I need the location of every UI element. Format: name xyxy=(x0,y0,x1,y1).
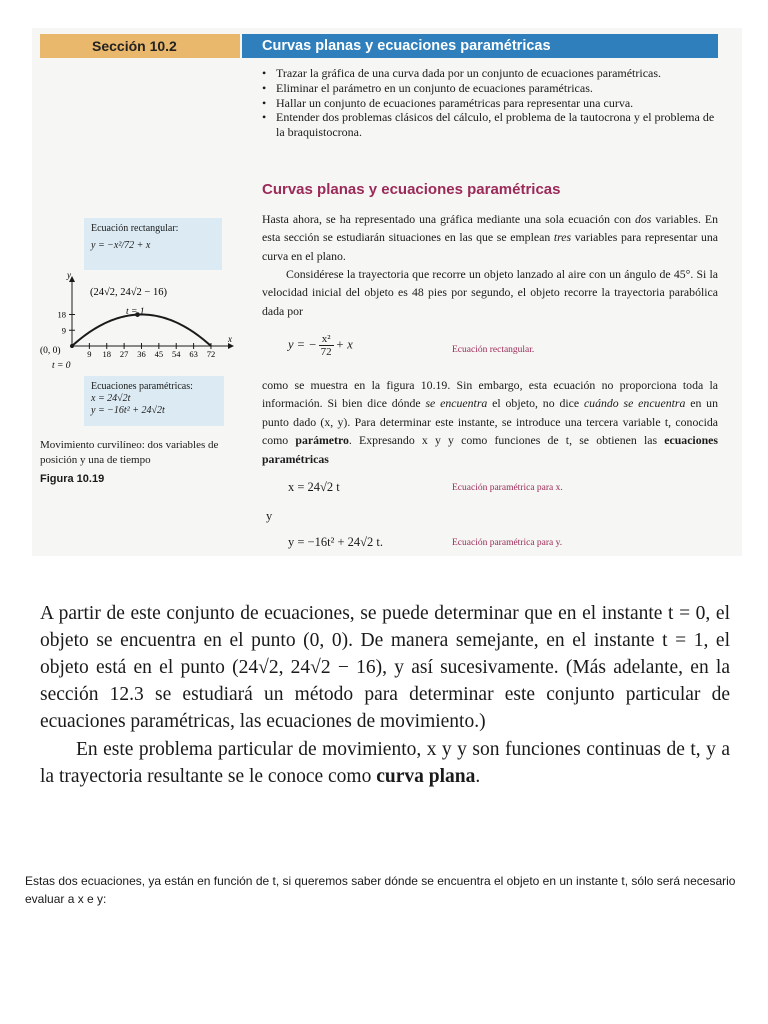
rectangular-equation-box xyxy=(84,218,222,270)
parametric-equation-y-label: Ecuación paramétrica para y. xyxy=(452,538,563,548)
objective-item: • Entender dos problemas clásicos del cálculo, el problema de la tautocrona y el problema de la braquistocrona. xyxy=(262,110,722,140)
origin-point xyxy=(70,344,74,348)
explanation-paragraph: A partir de este conjunto de ecuaciones, se puede determinar que en el instante t = 0, el objeto se encuentra en el punto (0, 0). De manera semejante, en el instante t = 1, el objeto está en el punto (24√2, 24√2 − 16), y así sucesivamente. (Más adelante, en la sección 12.3 se estudiará un método para determinar este conjunto particular de ecuaciones paramétricas, las ecuaciones de movimiento.) xyxy=(40,603,730,732)
section-label: Sección 10.2 xyxy=(40,34,240,58)
plane-curve-paragraph: En este problema particular de movimiento, x y y son funciones continuas de t, y a la trayectoria resultante se le conoce como curva plana. xyxy=(40,739,730,787)
trajectory-figure xyxy=(36,268,246,376)
y-axis-label: y xyxy=(67,270,71,280)
objectives-list xyxy=(262,66,722,140)
conjunction-y: y xyxy=(266,509,273,523)
rect-box-title: Ecuación rectangular: xyxy=(91,223,179,234)
t1-label: t = 1 xyxy=(126,307,145,317)
objective-item: • Eliminar el parámetro en un conjunto de ecuaciones paramétricas. xyxy=(262,81,722,96)
figure-label: Figura 10.19 xyxy=(40,473,105,485)
parametric-equation-x-label: Ecuación paramétrica para x. xyxy=(452,483,563,493)
y-tick-label: 18 xyxy=(57,309,66,320)
objective-item: • Trazar la gráfica de una curva dada por un conjunto de ecuaciones paramétricas. xyxy=(262,66,722,81)
rect-box-equation: y = −x²/72 + x xyxy=(91,240,151,251)
x-tick-label: 45 xyxy=(154,349,164,359)
origin-label: (0, 0) xyxy=(40,346,61,356)
parameter-paragraph: como se muestra en la figura 10.19. Sin embargo, esta ecuación no proporciona toda la información. Si bien dice dónde se encuentra el objeto, no dice cuándo se encuentra en un punto dado (x, y). Para determinar este instante, se introduce una tercera variable t, conocida como parámetro. Expresando x y y como funciones de t, se obtienen las ecuaciones paramétricas xyxy=(262,378,718,466)
rectangular-equation-label: Ecuación rectangular. xyxy=(452,345,535,355)
y-tick-label: 9 xyxy=(61,325,66,336)
x-tick-label: 18 xyxy=(102,349,111,359)
parametric-equation-y: y = −16t² + 24√2 t. xyxy=(288,535,383,549)
x-tick-label: 9 xyxy=(87,349,92,359)
student-note: Estas dos ecuaciones, ya están en función de t, si queremos saber dónde se encuentra el objeto en un instante t, sólo será necesario evaluar a x e y: xyxy=(25,874,736,906)
rectangular-equation: y = − $\frac{\text{x²}}{72}$ + x xyxy=(288,333,353,358)
intro-paragraph: Hasta ahora, se ha representado una gráfica mediante una sola ecuación con dos variables. En esta sección se estudiarán situaciones en las que se emplean tres variables para representar una curva en el plano. xyxy=(262,212,718,263)
param-box-equation-x: x = 24√2t xyxy=(91,393,131,404)
subsection-heading: Curvas planas y ecuaciones paramétricas xyxy=(262,181,561,198)
trajectory-paragraph: Considérese la trayectoria que recorre un objeto lanzado al aire con un ángulo de 45°. Si la velocidad inicial del objeto es 48 pies por segundo, el objeto recorre la trayectoria parabólica dada por xyxy=(262,267,718,318)
peak-point-label: (24√2, 24√2 − 16) xyxy=(90,287,167,298)
x-axis-label: x xyxy=(228,334,232,344)
x-tick-label: 54 xyxy=(171,349,181,359)
t0-label: t = 0 xyxy=(52,361,71,371)
x-tick-label: 36 xyxy=(137,349,146,359)
parametric-equation-x: x = 24√2 t xyxy=(288,480,340,494)
section-title: Curvas planas y ecuaciones paramétricas xyxy=(242,34,718,58)
objective-item: • Hallar un conjunto de ecuaciones paramétricas para representar una curva. xyxy=(262,96,722,111)
x-tick-label: 27 xyxy=(119,349,129,359)
x-ticks xyxy=(87,343,215,359)
parametric-equations-box xyxy=(84,376,224,426)
param-box-equation-y: y = −16t² + 24√2t xyxy=(91,405,165,416)
x-tick-label: 63 xyxy=(189,349,198,359)
figure-caption: Movimiento curvilíneo: dos variables de posición y una de tiempo xyxy=(40,439,219,466)
param-box-title: Ecuaciones paramétricas: xyxy=(91,381,193,392)
x-tick-label: 72 xyxy=(206,349,216,359)
parabola-curve xyxy=(72,315,211,347)
